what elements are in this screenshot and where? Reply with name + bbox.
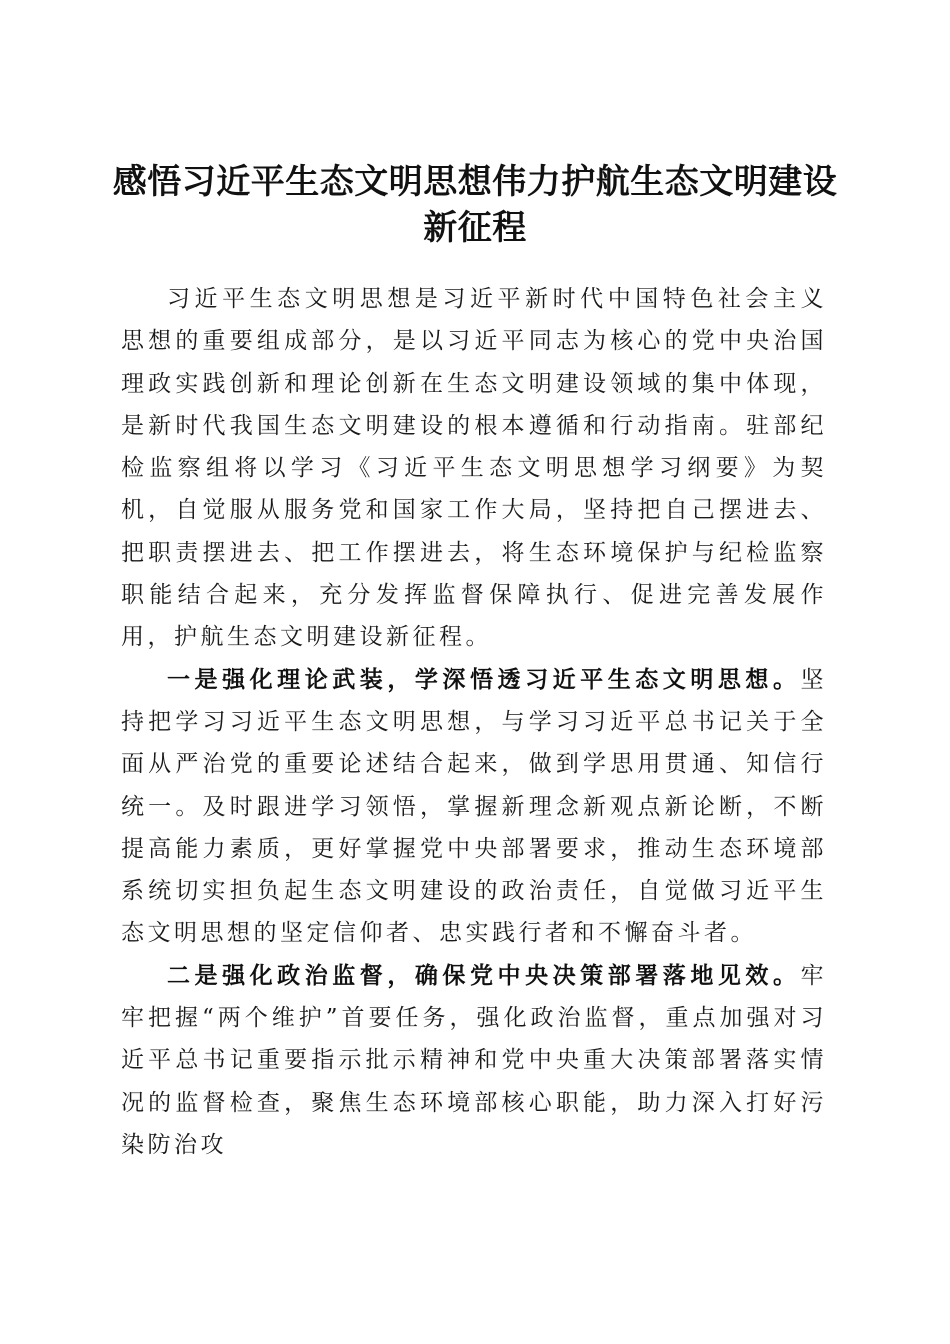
document-body: [121, 278, 827, 1166]
paragraph-lead: 二是强化政治监督，确保党中央决策部署落地见效。: [167, 961, 801, 989]
paragraph-point-2: [121, 955, 827, 1166]
paragraph-text: 习近平生态文明思想是习近平新时代中国特色社会主义思想的重要组成部分，是以习近平同志为核心的党中央治国理政实践创新和理论创新在生态文明建设领域的集中体现，是新时代我国生态文明建设的根本遵循和行动指南。驻部纪检监察组将以学习《习近平生态文明思想学习纲要》为契机，自觉服从服务党和国家工作大局，坚持把自己摆进去、把职责摆进去、把工作摆进去，将生态环境保护与纪检监察职能结合起来，充分发挥监督保障执行、促进完善发展作用，护航生态文明建设新征程。: [121, 286, 827, 651]
paragraph-point-1: [121, 659, 827, 955]
paragraph-text: 坚持把学习习近平生态文明思想，与学习习近平总书记关于全面从严治党的重要论述结合起来，做到学思用贯通、知信行统一。及时跟进学习领悟，掌握新理念新观点新论断，不断提高能力素质，更好掌握党中央部署要求，推动生态环境部系统切实担负起生态文明建设的政治责任，自觉做习近平生态文明思想的坚定信仰者、忠实践行者和不懈奋斗者。: [121, 666, 827, 947]
paragraph-intro: [121, 278, 827, 659]
paragraph-text: 牢牢把握“两个维护”首要任务，强化政治监督，重点加强对习近平总书记重要指示批示精神和党中央重大决策部署落实情况的监督检查，聚焦生态环境部核心职能，助力深入打好污染防治攻: [121, 962, 827, 1158]
document-title: 感悟习近平生态文明思想伟力护航生态文明建设新征程: [112, 161, 838, 248]
paragraph-lead: 一是强化理论武装，学深悟透习近平生态文明思想。: [167, 665, 801, 693]
